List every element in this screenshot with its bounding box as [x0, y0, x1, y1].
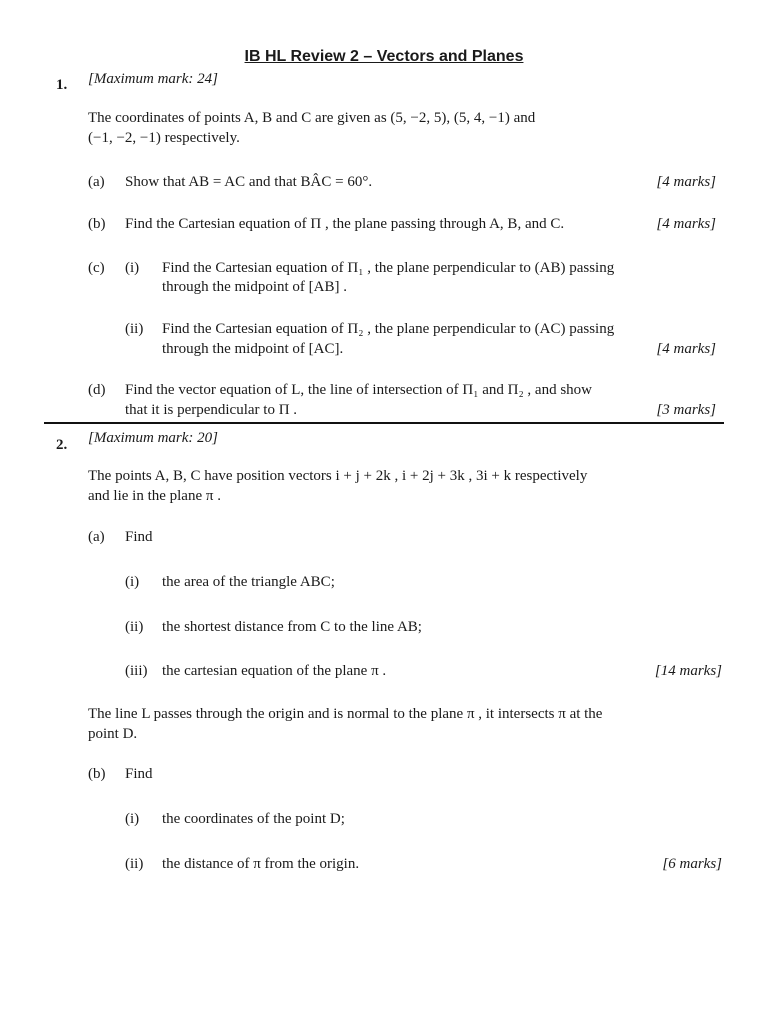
- q2-part-a-ii-label: (ii): [125, 619, 144, 635]
- q2-part-b-text: Find: [125, 766, 153, 782]
- question-1-stem-line-2: (−1, −2, −1) respectively.: [88, 130, 240, 146]
- q2-part-a-label: (a): [88, 529, 105, 545]
- q1-part-b-label: (b): [88, 216, 106, 232]
- question-2-line-paragraph-1: The line L passes through the origin and is normal to the plane π , it intersects π at the: [88, 706, 603, 722]
- q1-part-c-i-label: (i): [125, 260, 140, 276]
- question-1-stem-line-1: The coordinates of points A, B and C are given as (5, −2, 5), (5, 4, −1) and: [88, 110, 536, 126]
- q2-part-a-text: Find: [125, 529, 153, 545]
- question-1-number: 1.: [56, 77, 68, 93]
- q1-part-c-i-line-1: Find the Cartesian equation of Π₁ , the plane perpendicular to (AB) passing: [162, 260, 615, 276]
- q2-part-b-i-text: the coordinates of the point D;: [162, 811, 345, 827]
- q2-part-a-i-text: the area of the triangle ABC;: [162, 574, 335, 590]
- q1-part-c-ii-line-2: through the midpoint of [AC].: [162, 341, 344, 357]
- q1-part-d-line-1: Find the vector equation of L, the line of intersection of Π₁ and Π₂ , and show: [125, 382, 593, 398]
- q1-part-d-line-2: that it is perpendicular to Π .: [125, 402, 298, 418]
- q1-part-c-marks: [4 marks]: [656, 341, 716, 357]
- question-2-max-mark: [Maximum mark: 20]: [88, 430, 218, 446]
- q1-part-b-text: Find the Cartesian equation of Π , the plane passing through A, B, and C.: [125, 216, 565, 232]
- q1-part-a-label: (a): [88, 174, 105, 190]
- q1-part-b-marks: [4 marks]: [656, 216, 716, 232]
- q2-part-a-i-label: (i): [125, 574, 140, 590]
- page-title: IB HL Review 2 – Vectors and Planes: [244, 48, 524, 65]
- q1-part-c-label: (c): [88, 260, 105, 276]
- question-2-number: 2.: [56, 437, 68, 453]
- question-divider: [44, 422, 724, 424]
- q2-part-b-i-label: (i): [125, 811, 140, 827]
- q2-part-b-marks: [6 marks]: [662, 856, 722, 872]
- q1-part-c-i-line-2: through the midpoint of [AB] .: [162, 279, 347, 295]
- q1-part-d-label: (d): [88, 382, 106, 398]
- q2-part-b-ii-text: the distance of π from the origin.: [162, 856, 360, 872]
- q1-part-a-text: Show that AB = AC and that BÂC = 60°.: [125, 174, 373, 190]
- q1-part-d-marks: [3 marks]: [656, 402, 716, 418]
- q1-part-a-marks: [4 marks]: [656, 174, 716, 190]
- q2-part-a-iii-text: the cartesian equation of the plane π .: [162, 663, 387, 679]
- question-2-stem-line-2: and lie in the plane π .: [88, 488, 221, 504]
- q2-part-b-ii-label: (ii): [125, 856, 144, 872]
- q1-part-c-ii-line-1: Find the Cartesian equation of Π₂ , the plane perpendicular to (AC) passing: [162, 321, 615, 337]
- question-2-stem-line-1: The points A, B, C have position vectors i + j + 2k , i + 2j + 3k , 3i + k respectively: [88, 468, 588, 484]
- q2-part-b-label: (b): [88, 766, 106, 782]
- q2-part-a-marks: [14 marks]: [654, 663, 722, 679]
- q2-part-a-ii-text: the shortest distance from C to the line AB;: [162, 619, 422, 635]
- q1-part-c-ii-label: (ii): [125, 321, 144, 337]
- question-2-line-paragraph-2: point D.: [88, 726, 138, 742]
- question-1-max-mark: [Maximum mark: 24]: [88, 71, 218, 87]
- q2-part-a-iii-label: (iii): [125, 663, 148, 679]
